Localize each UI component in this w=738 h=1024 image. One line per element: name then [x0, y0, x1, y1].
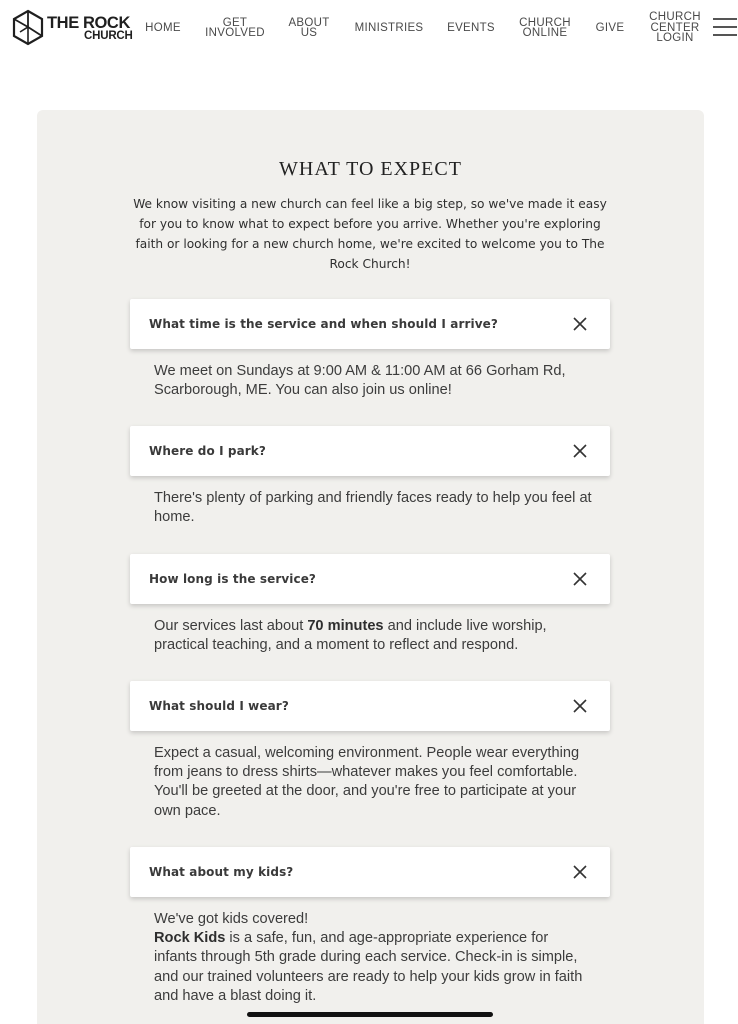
logo-wordmark-line1: THE ROCK [47, 14, 130, 32]
answer-text: and include live worship, practical teaching, and a moment to reflect and respond. [154, 618, 547, 654]
faq-question-text: How long is the service? [149, 572, 316, 586]
faq-question-text: What time is the service and when should I arrive? [149, 317, 498, 331]
site-header [0, 0, 738, 56]
answer-text: Our services last about [154, 618, 308, 634]
faq-question-text: What should I wear? [149, 699, 289, 713]
faq-answer-service-length [154, 617, 594, 655]
nav-ministries[interactable]: MINISTRIES [354, 21, 424, 34]
faq-question-text: Where do I park? [149, 444, 266, 458]
home-indicator [247, 1012, 493, 1017]
nav-give[interactable]: GIVE [595, 21, 625, 34]
faq-answer-kids [154, 910, 594, 1006]
faq-answer-parking: There's plenty of parking and friendly faces ready to help you feel at home. [154, 490, 592, 526]
faq-question-service-time[interactable] [130, 299, 610, 349]
answer-text: We've got kids covered! [154, 911, 309, 927]
faq-question-dress[interactable] [130, 681, 610, 731]
faq-answer-service-time: We meet on Sundays at 9:00 AM & 11:00 AM at 66 Gorham Rd, Scarborough, ME. You can also join us online! [154, 363, 566, 399]
hamburger-icon[interactable] [712, 16, 738, 38]
hexagon-logo-icon [11, 9, 45, 47]
close-icon[interactable] [573, 572, 587, 586]
close-icon[interactable] [573, 865, 587, 879]
nav-about-us[interactable]: ABOUT US [288, 16, 330, 39]
answer-bold-text: 70 minutes [307, 618, 384, 634]
nav-home[interactable]: HOME [145, 21, 181, 34]
close-icon[interactable] [573, 317, 587, 331]
section-intro: We know visiting a new church can feel like a big step, so we've made it easy for you to know what to expect before you arrive. Whether you're exploring faith or looking for a new church home, we're excited to welcome you to The Rock Church! [133, 197, 607, 271]
answer-bold-text: Rock Kids [154, 930, 226, 947]
nav-church-center-login[interactable]: CHURCH CENTER LOGIN [649, 11, 701, 45]
nav-events[interactable]: EVENTS [447, 21, 495, 34]
nav-church-online[interactable]: CHURCH ONLINE [519, 16, 571, 39]
site-logo[interactable] [11, 9, 135, 47]
faq-answer-dress: Expect a casual, welcoming environment. People wear everything from jeans to dress shirts—whatever makes you feel comfortable. You'll be greeted at the door, and you're free to participate at your own pace. [154, 745, 580, 819]
logo-wordmark-line2: CHURCH [84, 30, 133, 42]
close-icon[interactable] [573, 444, 587, 458]
faq-question-parking[interactable] [130, 426, 610, 476]
faq-question-service-length[interactable] [130, 554, 610, 604]
nav-get-involved[interactable]: GET INVOLVED [205, 16, 265, 39]
answer-text: is a safe, fun, and age-appropriate experience for infants through 5th grade during each service. Check-in is simple, and our trained volunteers are ready to help your kids grow in faith and have a blast doing it. [154, 930, 583, 1004]
faq-question-kids[interactable] [130, 847, 610, 897]
section-title: WHAT TO EXPECT [279, 158, 462, 180]
faq-question-text: What about my kids? [149, 865, 294, 879]
close-icon[interactable] [573, 699, 587, 713]
